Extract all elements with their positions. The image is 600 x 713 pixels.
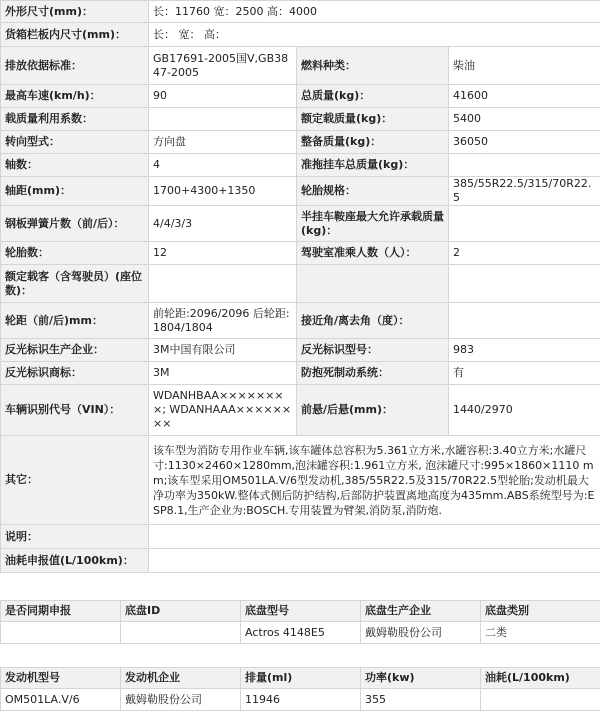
label-axle-count: 轴数：	[1, 154, 149, 177]
label-fuel-type: 燃料种类：	[297, 47, 449, 85]
value-wheelbase: 1700+4300+1350	[149, 177, 297, 206]
spec-row	[1, 362, 600, 385]
label-trailer-mass: 准拖挂车总质量(kg)：	[297, 154, 449, 177]
value-cab-occupants: 2	[449, 242, 600, 265]
value-load-factor	[149, 108, 297, 131]
value-cargo-box: 长： 宽： 高：	[149, 23, 600, 47]
chassis-header-row	[1, 601, 600, 622]
value-rated-load: 5400	[449, 108, 600, 131]
label-load-factor: 载质量利用系数：	[1, 108, 149, 131]
engine-model: OM501LA.V/6	[1, 689, 121, 711]
engine-header-maker: 发动机企业	[121, 668, 241, 689]
spec-row	[1, 549, 600, 573]
chassis-header-id: 底盘ID	[121, 601, 241, 622]
engine-header-consumption: 油耗(L/100km)	[481, 668, 600, 689]
value-axle-count: 4	[149, 154, 297, 177]
spec-row	[1, 242, 600, 265]
value-total-mass: 41600	[449, 85, 600, 108]
engine-power: 355	[361, 689, 481, 711]
value-reflector-maker: 3M中国有限公司	[149, 339, 297, 362]
label-cab-occupants: 驾驶室准乘人数（人）：	[297, 242, 449, 265]
spec-row	[1, 265, 600, 303]
label-steering: 转向型式：	[1, 131, 149, 154]
value-dimensions: 长：11760 宽：2500 高：4000	[149, 1, 600, 23]
spec-row	[1, 131, 600, 154]
label-track-width: 轮距（前/后)mm：	[1, 303, 149, 339]
chassis-model: Actros 4148E5	[241, 622, 361, 644]
chassis-row	[1, 622, 600, 644]
label-reflector-brand: 反光标识商标：	[1, 362, 149, 385]
value-reflector-brand: 3M	[149, 362, 297, 385]
value-fuel-consumption	[149, 549, 600, 573]
label-reflector-model: 反光标识型号：	[297, 339, 449, 362]
label-overhang: 前悬/后悬(mm)：	[297, 385, 449, 436]
value-approach-departure	[449, 303, 600, 339]
chassis-class: 二类	[481, 622, 600, 644]
label-tire-count: 轮胎数：	[1, 242, 149, 265]
chassis-header-class: 底盘类别	[481, 601, 600, 622]
spec-row	[1, 525, 600, 549]
label-approach-departure: 接近角/离去角（度）：	[297, 303, 449, 339]
spec-row	[1, 339, 600, 362]
value-fuel-type: 柴油	[449, 47, 600, 85]
label-rated-seats: 额定载客（含驾驶员）(座位数)：	[1, 265, 149, 303]
label-cargo-box: 货箱栏板内尺寸(mm)：	[1, 23, 149, 47]
chassis-id	[121, 622, 241, 644]
value-other: 该车型为消防专用作业车辆,该车罐体总容积为5.361立方米,水罐容积:3.40立方米;水罐尺寸:1130×2460×1280mm,泡沫罐容积:1.961立方米, 泡沫罐尺寸:995×1860×1110 mm;该车型采用OM501LA.Ⅴ/6型发动机,385/55R22.5及315/70R22.5型轮胎;发动机最大净功率为350kW.整体式侧后防护结构,后部防护装置离地高度为435mm.ABS系统型号为:ESP8.1,生产企业为:BOSCH.专用装置为臂架,消防泵,消防炮.	[149, 436, 600, 525]
spec-row	[1, 1, 600, 23]
engine-table	[0, 667, 600, 711]
label-rated-load: 额定载质量(kg)：	[297, 108, 449, 131]
label-abs: 防抱死制动系统：	[297, 362, 449, 385]
chassis-header-maker: 底盘生产企业	[361, 601, 481, 622]
label-leaf-springs: 钢板弹簧片数（前/后）：	[1, 206, 149, 242]
value-tire-spec: 385/55R22.5/315/70R22.5	[449, 177, 600, 206]
value-curb-weight: 36050	[449, 131, 600, 154]
value-saddle-load	[449, 206, 600, 242]
label-total-mass: 总质量(kg)：	[297, 85, 449, 108]
value-abs: 有	[449, 362, 600, 385]
label-other: 其它：	[1, 436, 149, 525]
value-reflector-model: 983	[449, 339, 600, 362]
spec-row	[1, 303, 600, 339]
spec-row	[1, 385, 600, 436]
value-overhang: 1440/2970	[449, 385, 600, 436]
chassis-header-model: 底盘型号	[241, 601, 361, 622]
spec-row	[1, 436, 600, 525]
engine-displacement: 11946	[241, 689, 361, 711]
spec-row	[1, 47, 600, 85]
engine-header-displacement: 排量(ml)	[241, 668, 361, 689]
value-notes	[149, 525, 600, 549]
value-vin: WDANHBAA××××××××; WDANHAAA××××××××	[149, 385, 297, 436]
spec-row	[1, 154, 600, 177]
engine-maker: 戴姆勒股份公司	[121, 689, 241, 711]
engine-header-model: 发动机型号	[1, 668, 121, 689]
chassis-sync	[1, 622, 121, 644]
label-wheelbase: 轴距(mm)：	[1, 177, 149, 206]
label-curb-weight: 整备质量(kg)：	[297, 131, 449, 154]
chassis-maker: 戴姆勒股份公司	[361, 622, 481, 644]
label-dimensions: 外形尺寸(mm)：	[1, 1, 149, 23]
chassis-table	[0, 600, 600, 644]
label-empty	[297, 265, 449, 303]
label-tire-spec: 轮胎规格：	[297, 177, 449, 206]
value-steering: 方向盘	[149, 131, 297, 154]
value-tire-count: 12	[149, 242, 297, 265]
engine-row	[1, 689, 600, 711]
value-leaf-springs: 4/4/3/3	[149, 206, 297, 242]
engine-header-power: 功率(kw)	[361, 668, 481, 689]
chassis-header-sync: 是否同期申报	[1, 601, 121, 622]
label-fuel-consumption: 油耗申报值(L/100km)：	[1, 549, 149, 573]
value-rated-seats	[149, 265, 297, 303]
spec-row	[1, 85, 600, 108]
spec-row	[1, 177, 600, 206]
spec-row	[1, 206, 600, 242]
label-emission-standard: 排放依据标准：	[1, 47, 149, 85]
label-saddle-load: 半挂车鞍座最大允许承载质量(kg)：	[297, 206, 449, 242]
label-vin: 车辆识别代号（VIN）：	[1, 385, 149, 436]
label-max-speed: 最高车速(km/h)：	[1, 85, 149, 108]
label-reflector-maker: 反光标识生产企业：	[1, 339, 149, 362]
spec-row	[1, 108, 600, 131]
value-emission-standard: GB17691-2005国Ⅴ,GB3847-2005	[149, 47, 297, 85]
value-track-width: 前轮距:2096/2096 后轮距:1804/1804	[149, 303, 297, 339]
value-empty	[449, 265, 600, 303]
engine-header-row	[1, 668, 600, 689]
engine-consumption	[481, 689, 600, 711]
value-trailer-mass	[449, 154, 600, 177]
spec-row	[1, 23, 600, 47]
label-notes: 说明：	[1, 525, 149, 549]
value-max-speed: 90	[149, 85, 297, 108]
